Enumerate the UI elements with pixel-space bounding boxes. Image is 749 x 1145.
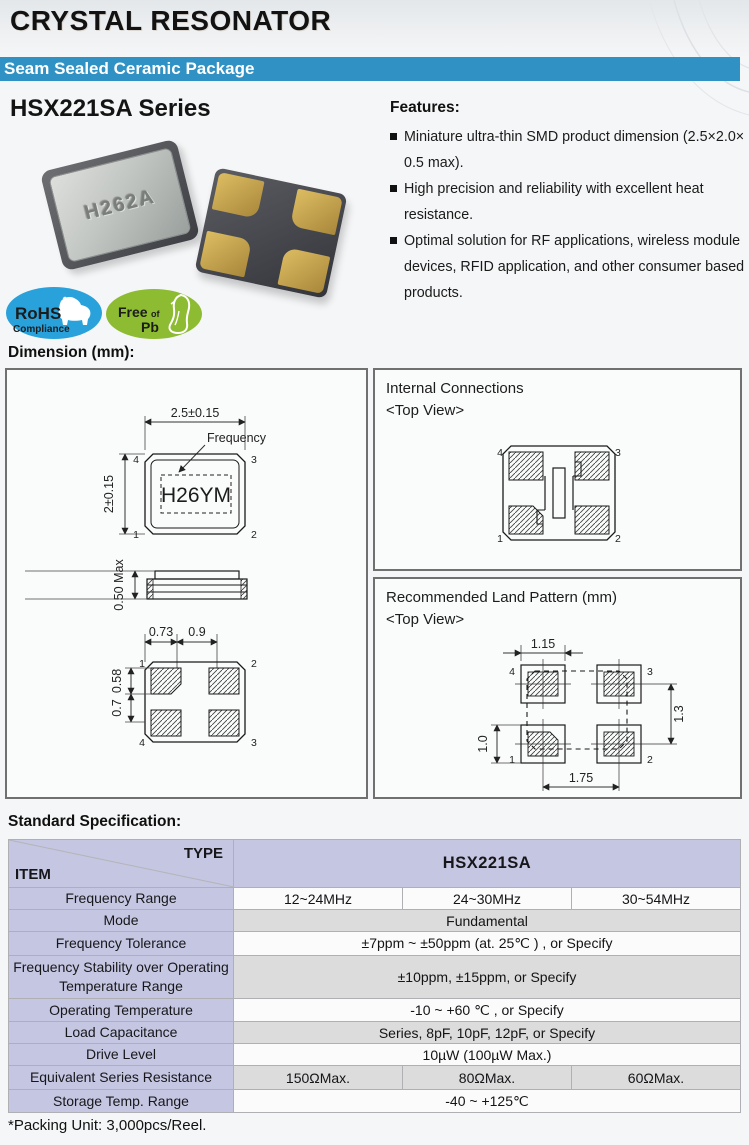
internal-connections-drawing bbox=[375, 428, 740, 568]
pb-free-label: Free bbox=[118, 304, 148, 320]
spec-item-cell: Frequency Tolerance bbox=[9, 932, 234, 955]
bottom-view-drawing bbox=[110, 625, 257, 749]
spec-row bbox=[9, 998, 740, 1021]
land-pattern-box bbox=[373, 577, 742, 799]
spec-heading: Standard Specification: bbox=[8, 813, 182, 830]
dim-height: 2±0.15 bbox=[102, 474, 116, 514]
dim-thickness: 0.50 Max bbox=[112, 559, 126, 611]
pin-number: 2 bbox=[647, 754, 653, 766]
chip-bottom-view-photo bbox=[194, 167, 347, 299]
package-banner bbox=[0, 57, 740, 81]
spec-value-cell: Fundamental bbox=[234, 910, 740, 931]
spec-value-cell: 12~24MHz bbox=[234, 888, 402, 909]
spec-item-cell: Load Capacitance bbox=[9, 1022, 234, 1043]
pin-number: 2 bbox=[251, 529, 257, 541]
dim-pad-pitch: 0.9 bbox=[188, 625, 206, 639]
spec-item-cell: Equivalent Series Resistance bbox=[9, 1066, 234, 1089]
spec-row bbox=[9, 1089, 740, 1112]
spec-value-cell: 10µW (100µW Max.) bbox=[234, 1044, 740, 1065]
pb-free-badge bbox=[105, 289, 203, 340]
spec-type-label: TYPE bbox=[183, 845, 223, 862]
dim-width: 2.5±0.15 bbox=[170, 406, 220, 420]
internal-connections-box bbox=[373, 368, 742, 571]
pin-number: 2 bbox=[251, 658, 257, 670]
spec-item-cell: Frequency Stability over Operating Temperature Range bbox=[9, 956, 234, 998]
chip-top-view-photo bbox=[40, 139, 201, 272]
spec-item-cell: Drive Level bbox=[9, 1044, 234, 1065]
pin-number: 4 bbox=[133, 454, 139, 466]
spec-item-cell: Mode bbox=[9, 910, 234, 931]
dim-pad-vpitch: 0.7 bbox=[110, 699, 124, 717]
pin-number: 1 bbox=[139, 658, 145, 670]
dimension-drawing-box bbox=[5, 368, 368, 799]
rohs-compliance-badge bbox=[5, 286, 103, 340]
internal-connections-title: Internal Connections <Top View> bbox=[386, 380, 524, 419]
spec-value-cell: Series, 8pF, 10pF, 12pF, or Specify bbox=[234, 1022, 740, 1043]
spec-value-cell: 60ΩMax. bbox=[571, 1066, 740, 1089]
gold-pad bbox=[212, 172, 265, 219]
dim-land-vpitch: 1.3 bbox=[672, 705, 686, 723]
dimension-heading: Dimension (mm): bbox=[8, 344, 135, 361]
spec-row bbox=[9, 1021, 740, 1043]
spec-item-cell: Operating Temperature bbox=[9, 999, 234, 1021]
spec-row bbox=[9, 955, 740, 998]
pin-number: 1 bbox=[509, 754, 515, 766]
dim-land-hpitch: 1.75 bbox=[568, 771, 594, 785]
series-title: HSX221SA Series bbox=[10, 95, 211, 122]
pin-number: 2 bbox=[615, 533, 621, 545]
spec-row bbox=[9, 909, 740, 931]
spec-value-cell: 150ΩMax. bbox=[234, 1066, 402, 1089]
dim-pad-width: 0.73 bbox=[148, 625, 174, 639]
pin-number: 3 bbox=[647, 666, 653, 678]
pin-number: 3 bbox=[251, 737, 257, 749]
dim-pad-height: 0.58 bbox=[110, 668, 124, 694]
pin-number: 4 bbox=[509, 666, 515, 678]
gold-pad bbox=[290, 189, 343, 236]
gold-pad bbox=[277, 247, 330, 294]
feature-text: High precision and reliability with excellent heat resistance. bbox=[404, 181, 704, 223]
spec-item-cell: Storage Temp. Range bbox=[9, 1090, 234, 1112]
side-view-drawing bbox=[25, 559, 247, 611]
spec-value-cell: 24~30MHz bbox=[402, 888, 571, 909]
chip-body bbox=[194, 167, 347, 299]
dimension-drawing bbox=[7, 370, 366, 797]
product-photo bbox=[12, 138, 372, 288]
spec-model-cell: HSX221SA bbox=[234, 840, 740, 887]
rohs-title: RoHS bbox=[15, 304, 62, 323]
features-list bbox=[390, 124, 746, 306]
spec-value-cell: -10 ~ +60 ℃ , or Specify bbox=[234, 999, 740, 1021]
frequency-label: Frequency bbox=[207, 431, 267, 445]
feature-text: Miniature ultra-thin SMD product dimension (2.5×2.0× 0.5 max). bbox=[404, 129, 745, 171]
bullet-square-icon bbox=[390, 133, 397, 140]
pb-of-label: of bbox=[151, 309, 160, 319]
spec-value-cell: ±10ppm, ±15ppm, or Specify bbox=[234, 956, 740, 998]
land-pattern-title: Recommended Land Pattern (mm) <Top View> bbox=[386, 589, 617, 628]
gold-pad bbox=[199, 231, 252, 278]
spec-item-label: ITEM bbox=[15, 866, 51, 883]
pin-number: 4 bbox=[139, 737, 145, 749]
pb-label: Pb bbox=[141, 319, 159, 335]
packing-note: *Packing Unit: 3,000pcs/Reel. bbox=[8, 1117, 207, 1134]
rohs-subtitle: Compliance bbox=[13, 324, 70, 335]
pin-number: 1 bbox=[497, 533, 503, 545]
marking-text: H26YM bbox=[160, 484, 232, 507]
dim-land-width: 1.15 bbox=[530, 637, 556, 651]
dim-land-height: 1.0 bbox=[476, 735, 490, 753]
spec-row bbox=[9, 1065, 740, 1089]
feature-text: Optimal solution for RF applications, wireless module devices, RFID application, and other consumer based products. bbox=[404, 233, 745, 301]
spec-value-cell: 80ΩMax. bbox=[402, 1066, 571, 1089]
pin-number: 4 bbox=[497, 447, 503, 459]
pin-number: 1 bbox=[133, 529, 139, 541]
spec-value-cell: 30~54MHz bbox=[571, 888, 740, 909]
features-heading: Features: bbox=[390, 99, 460, 116]
pin-number: 3 bbox=[251, 454, 257, 466]
top-view-drawing bbox=[102, 406, 267, 541]
package-banner-label: Seam Sealed Ceramic Package bbox=[4, 59, 255, 78]
feature-item bbox=[390, 124, 746, 176]
page-title: CRYSTAL RESONATOR bbox=[10, 5, 332, 36]
spec-row bbox=[9, 887, 740, 909]
bullet-square-icon bbox=[390, 185, 397, 192]
spec-row bbox=[9, 1043, 740, 1065]
spec-item-cell: Frequency Range bbox=[9, 888, 234, 909]
spec-table bbox=[8, 839, 741, 1113]
pin-number: 3 bbox=[615, 447, 621, 459]
chip-marking-text: H262A bbox=[82, 185, 158, 224]
land-pattern-drawing bbox=[375, 631, 740, 797]
bullet-square-icon bbox=[390, 237, 397, 244]
spec-value-cell: ±7ppm ~ ±50ppm (at. 25℃ ) , or Specify bbox=[234, 932, 740, 955]
spec-header-row bbox=[9, 840, 740, 887]
feature-item bbox=[390, 176, 746, 228]
spec-row bbox=[9, 931, 740, 955]
spec-corner-cell bbox=[9, 840, 234, 887]
feature-item bbox=[390, 228, 746, 306]
spec-value-cell: -40 ~ +125℃ bbox=[234, 1090, 740, 1112]
